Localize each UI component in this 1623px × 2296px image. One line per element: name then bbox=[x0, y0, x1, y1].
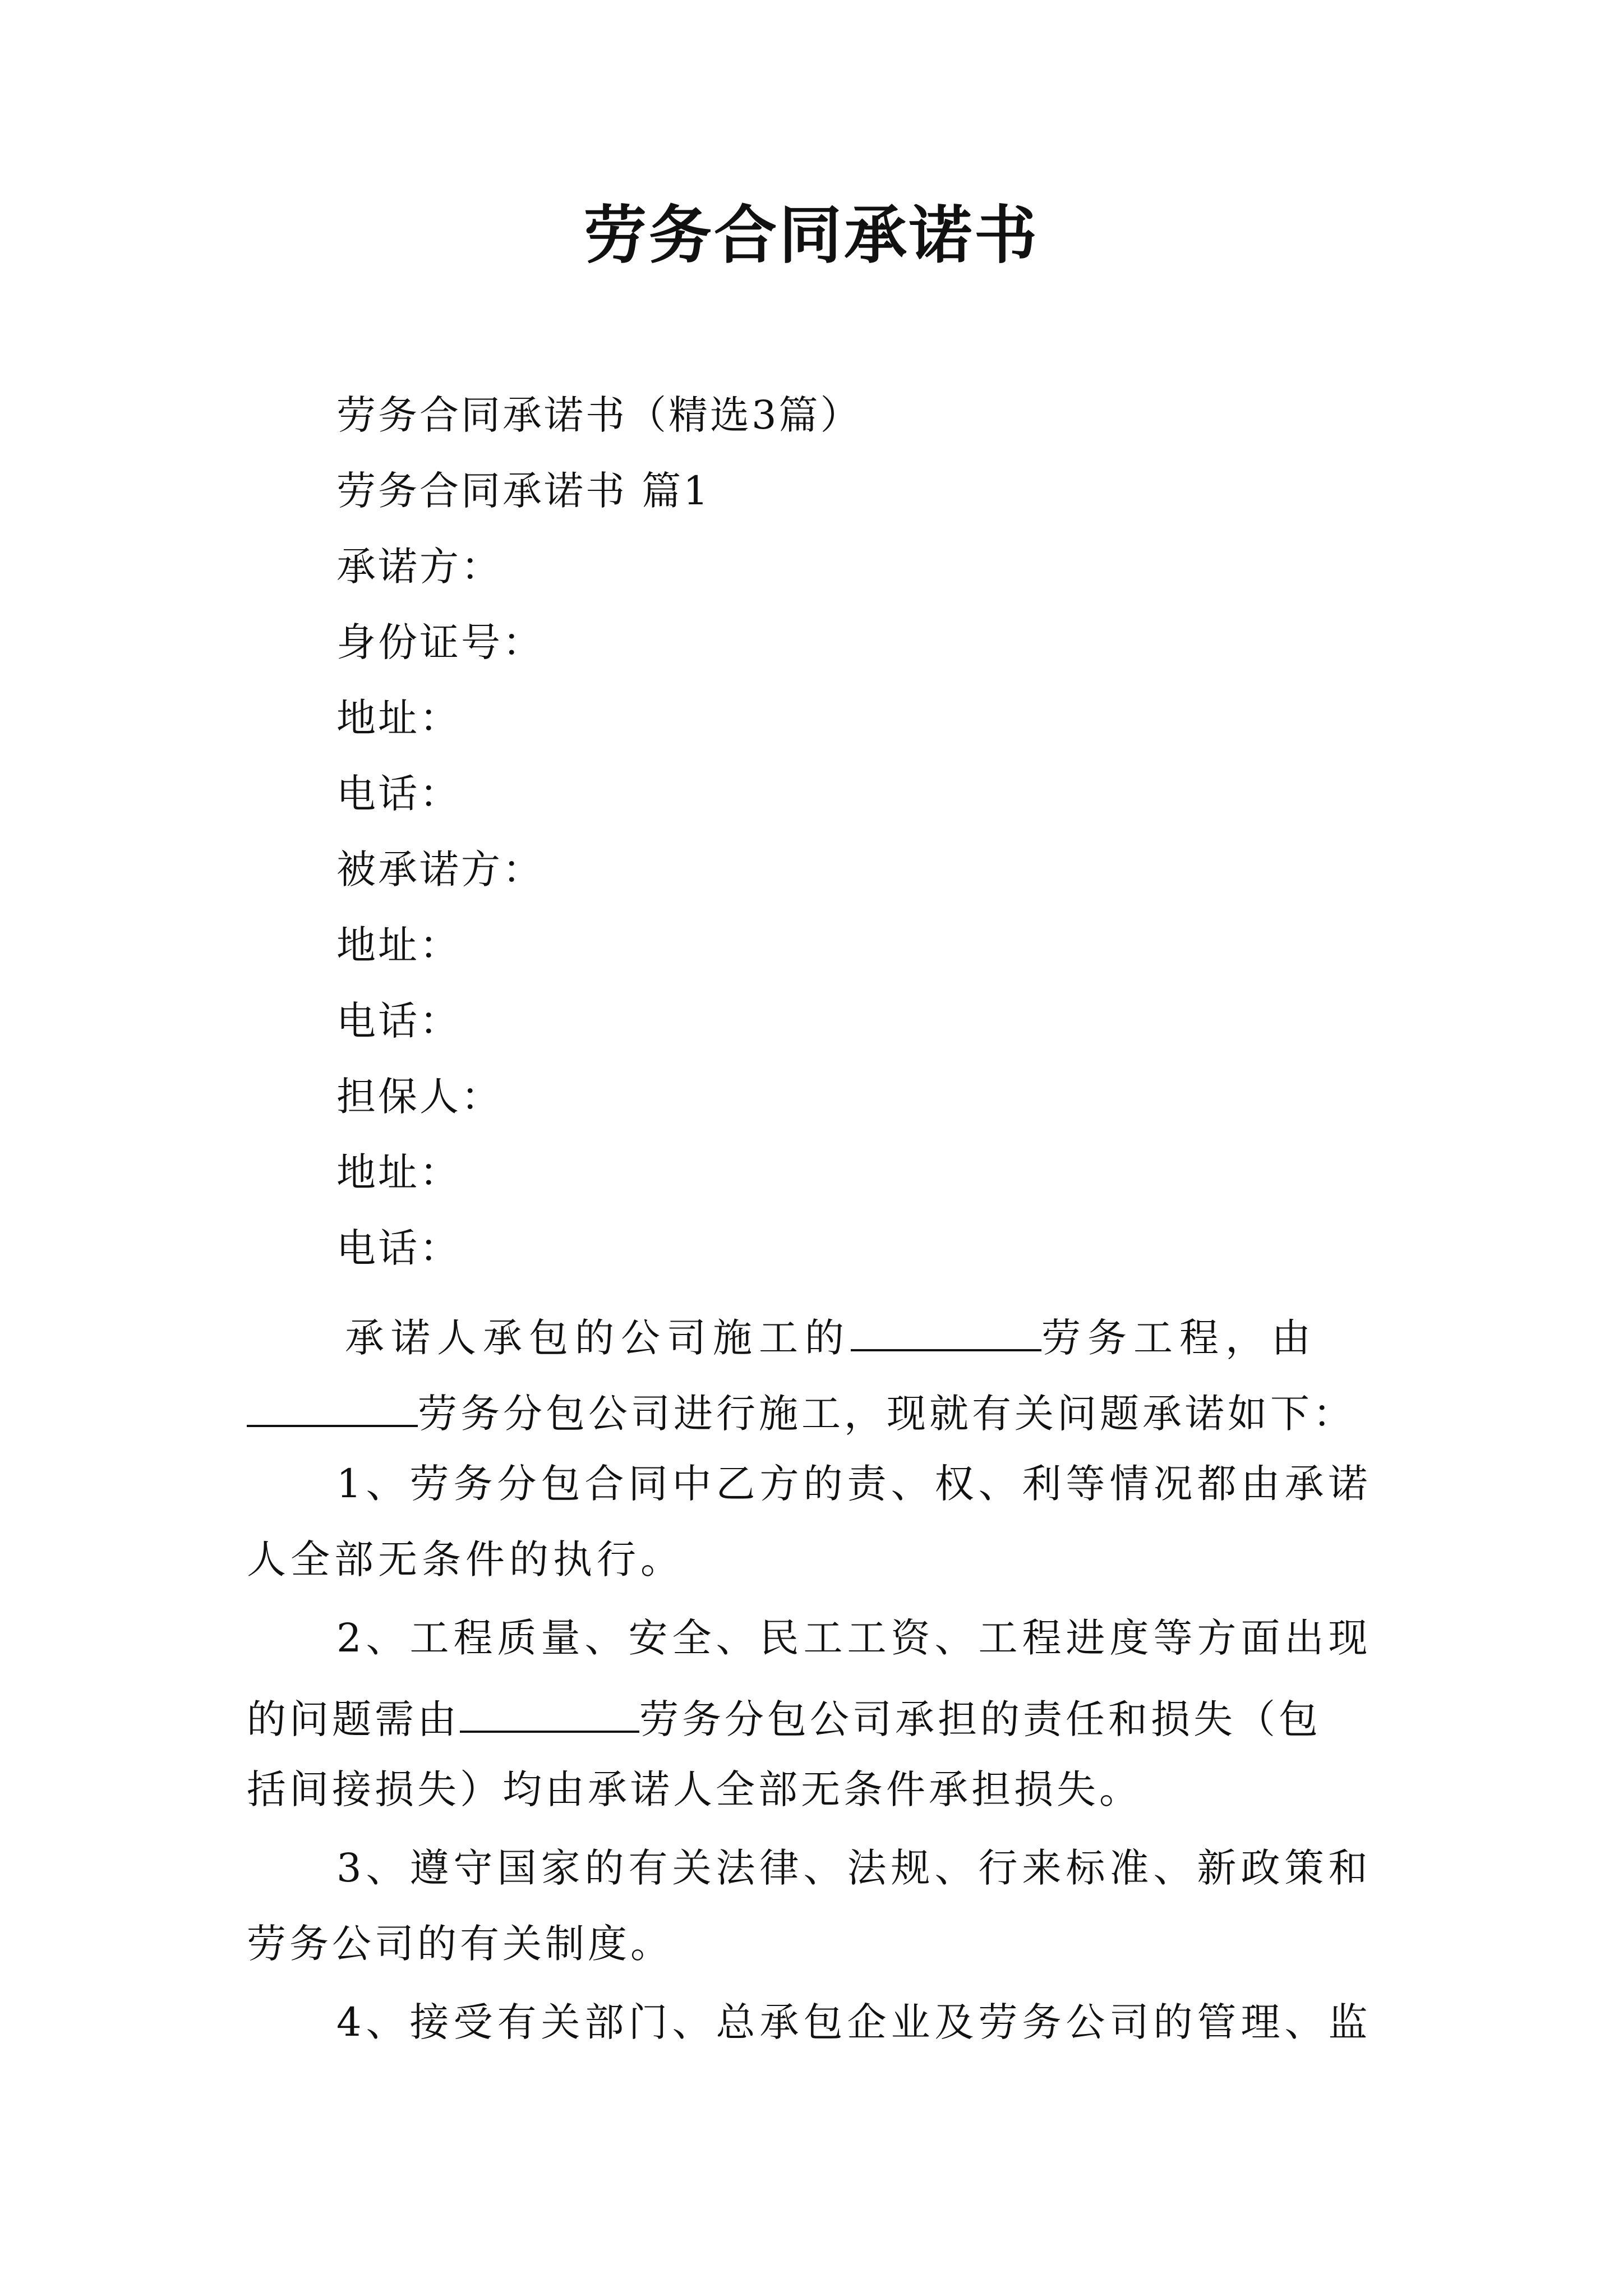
field-address: 地址： bbox=[336, 695, 461, 741]
field-phone: 电话： bbox=[336, 771, 461, 817]
field-promisor: 承诺方： bbox=[336, 544, 502, 590]
item-2-text: 的问题需由 bbox=[247, 1696, 460, 1742]
field-address: 地址： bbox=[336, 1149, 461, 1195]
item-2-line-2 bbox=[247, 1686, 1321, 1747]
intro-text: 劳务分包公司进行施工，现就有关问题承诺如下： bbox=[418, 1391, 1355, 1437]
document-subtitle: 劳务合同承诺书（精选3篇） bbox=[336, 392, 862, 438]
blank-line bbox=[247, 1380, 418, 1427]
intro-text: 承诺人承包的公司施工的 bbox=[345, 1315, 851, 1361]
item-2-line-3: 括间接损失）均由承诺人全部无条件承担损失。 bbox=[247, 1766, 1142, 1812]
item-3-line-1: 3、遵守国家的有关法律、法规、行来标准、新政策和 bbox=[336, 1845, 1372, 1891]
item-4-line-1: 4、接受有关部门、总承包企业及劳务公司的管理、监 bbox=[336, 1999, 1372, 2045]
item-1-line-1: 1、劳务分包合同中乙方的责、权、利等情况都由承诺 bbox=[336, 1461, 1372, 1507]
section-heading: 劳务合同承诺书 篇1 bbox=[336, 468, 711, 514]
blank-line bbox=[851, 1304, 1041, 1351]
field-id-number: 身份证号： bbox=[336, 619, 544, 665]
field-phone: 电话： bbox=[336, 1225, 461, 1271]
item-2-text: 劳务分包公司承担的责任和损失（包 bbox=[639, 1696, 1321, 1742]
intro-line-1 bbox=[345, 1304, 1317, 1366]
field-address: 地址： bbox=[336, 922, 461, 968]
item-1-line-2: 人全部无条件的执行。 bbox=[247, 1536, 684, 1582]
intro-text: 劳务工程，由 bbox=[1041, 1315, 1317, 1361]
item-3-line-2: 劳务公司的有关制度。 bbox=[247, 1921, 673, 1967]
blank-line bbox=[460, 1686, 639, 1733]
field-phone: 电话： bbox=[336, 998, 461, 1044]
field-promisee: 被承诺方： bbox=[336, 846, 544, 892]
document-title: 劳务合同承诺书 bbox=[584, 199, 1039, 272]
item-2-line-1: 2、工程质量、安全、民工工资、工程进度等方面出现 bbox=[336, 1615, 1372, 1661]
intro-line-2 bbox=[247, 1380, 1355, 1442]
field-guarantor: 担保人： bbox=[336, 1074, 502, 1120]
